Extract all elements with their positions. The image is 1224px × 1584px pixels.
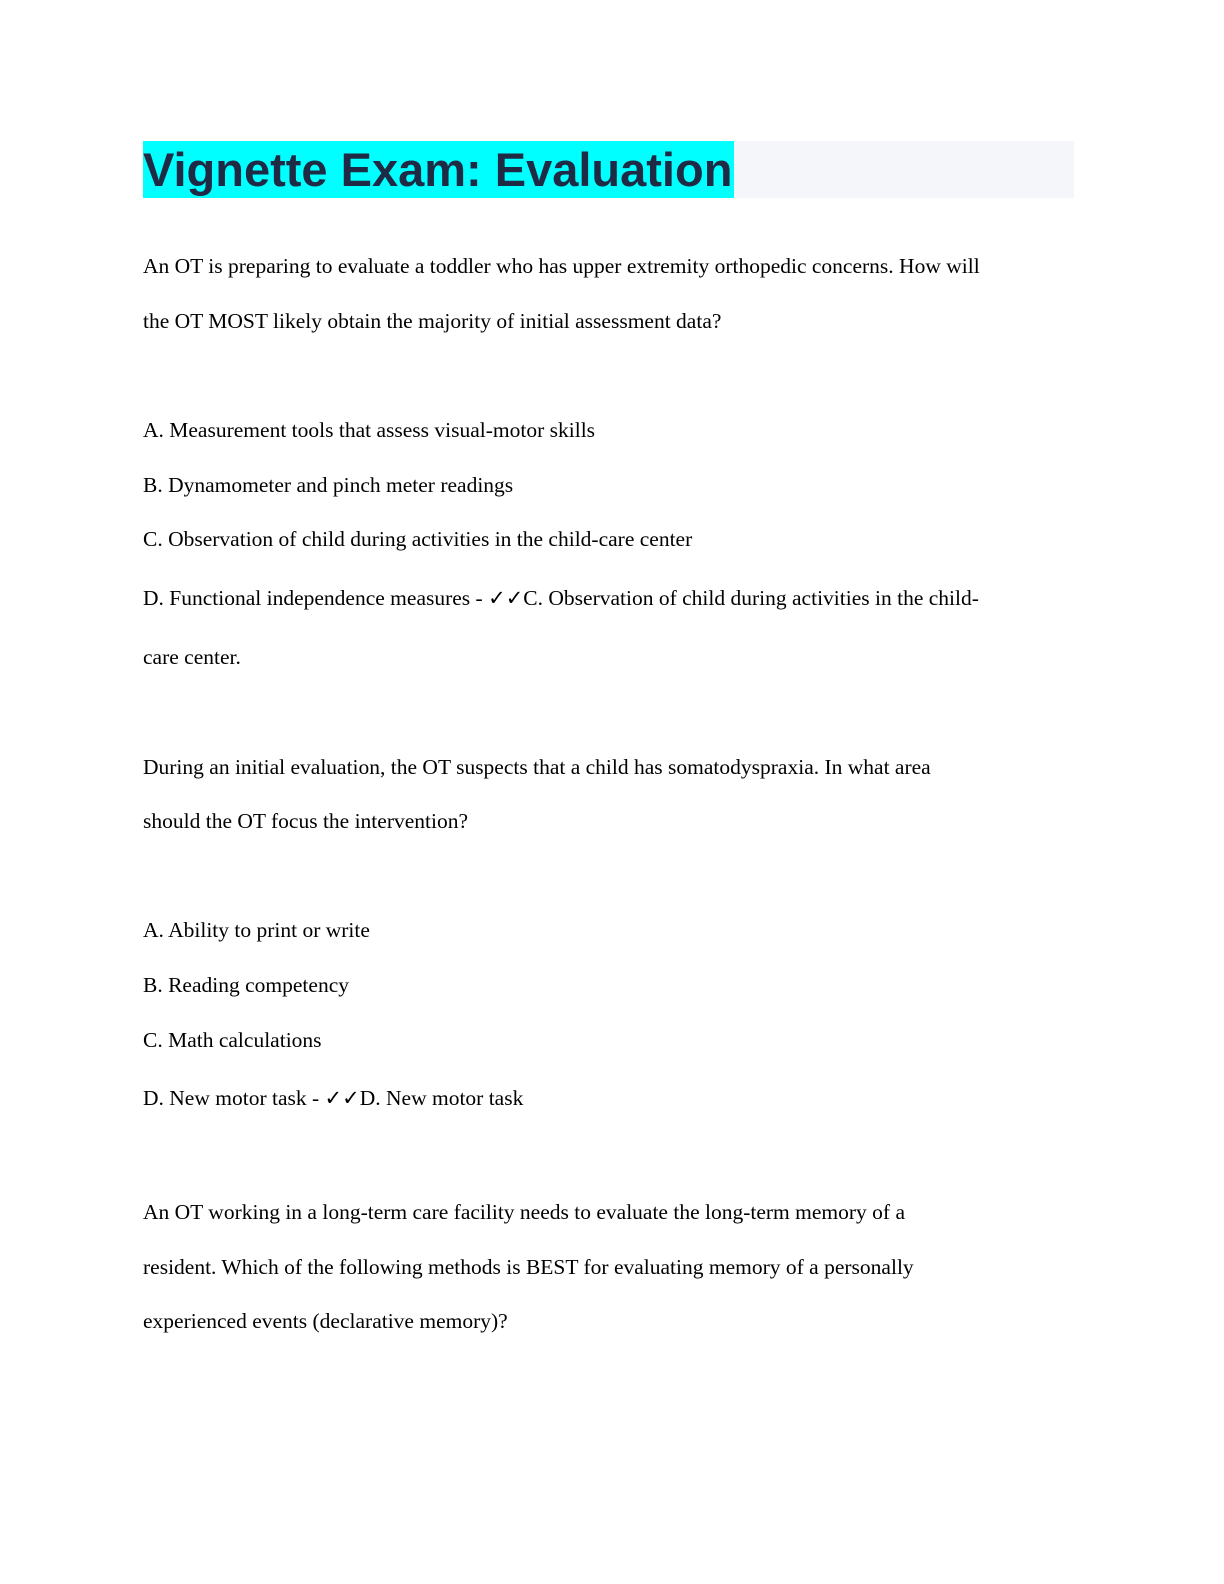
q1-stem-line-1: An OT is preparing to evaluate a toddler who has upper extremity orthopedic concerns. How will [143, 254, 980, 278]
q1-option-d: D. Functional independence measures - [143, 586, 489, 610]
q2-answer: D. New motor task [359, 1086, 524, 1110]
q1-stem-line-2: the OT MOST likely obtain the majority of initial assessment data? [143, 309, 722, 333]
q2-option-b: B. Reading competency [143, 973, 349, 997]
checkmark-icon: ✓✓ [324, 1086, 360, 1110]
q1-option-b: B. Dynamometer and pinch meter readings [143, 473, 514, 497]
q1-option-a: A. Measurement tools that assess visual-motor skills [143, 418, 596, 442]
q1-answer: C. Observation of child during activities in the child- [523, 586, 979, 610]
q3-stem-line-1: An OT working in a long-term care facility needs to evaluate the long-term memory of a [143, 1200, 906, 1224]
q3-stem-line-3: experienced events (declarative memory)? [143, 1309, 508, 1333]
q2-stem-line-1: During an initial evaluation, the OT suspects that a child has somatodyspraxia. In what area [143, 755, 931, 779]
q1-answer-line-2: care center. [143, 645, 241, 669]
q3-stem-line-2: resident. Which of the following methods is BEST for evaluating memory of a personally [143, 1255, 914, 1279]
q2-option-d: D. New motor task - [143, 1086, 325, 1110]
q2-option-d-line [143, 1084, 523, 1112]
page-title: Vignette Exam: Evaluation [143, 143, 733, 196]
q2-option-a: A. Ability to print or write [143, 918, 370, 942]
q1-option-c: C. Observation of child during activities in the child-care center [143, 527, 693, 551]
checkmark-icon: ✓✓ [488, 586, 524, 610]
q2-option-c: C. Math calculations [143, 1028, 322, 1052]
q2-stem-line-2: should the OT focus the intervention? [143, 809, 469, 833]
q1-option-d-line [143, 584, 979, 612]
